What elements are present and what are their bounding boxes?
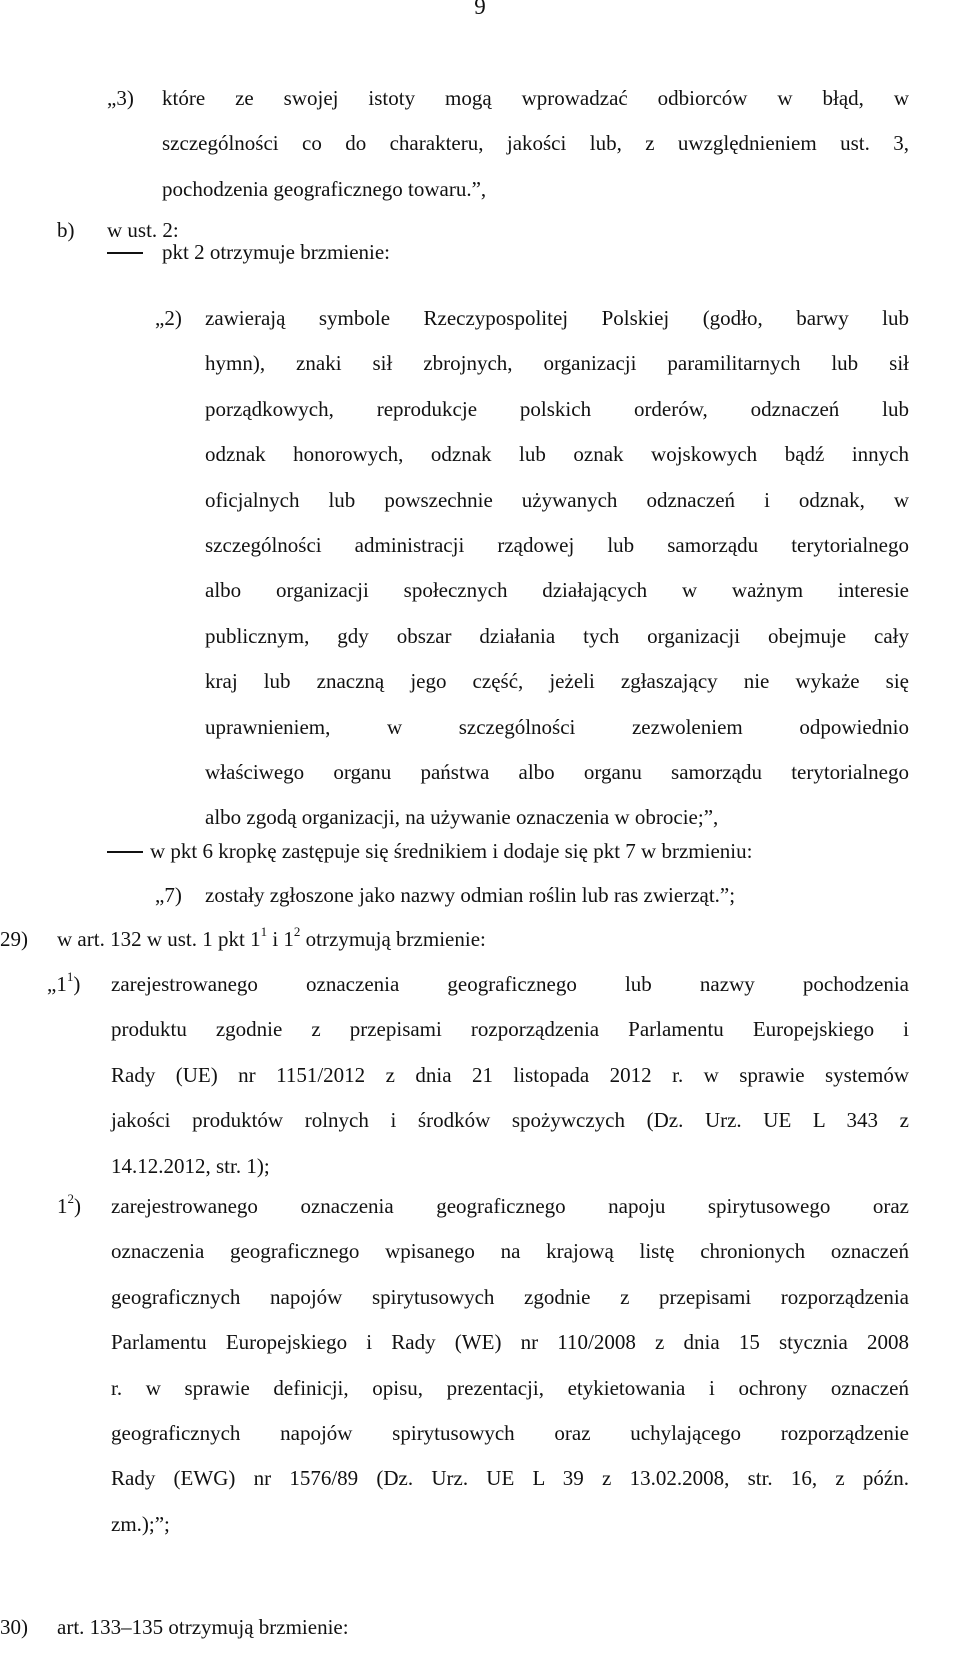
item-1-2-label-a: 1 — [57, 1194, 68, 1218]
item-2-line: szczególności administracji rządowej lub samorządu terytorialnego — [205, 533, 909, 558]
item-2-line: kraj lub znaczną jego część, jeżeli zgłaszający nie wykaże się — [205, 669, 909, 694]
item-1-2-line: oznaczenia geograficznego wpisanego na krajową listę chronionych oznaczeń — [111, 1239, 909, 1264]
item-2-line: albo zgodą organizacji, na używanie oznaczenia w obrocie;”, — [205, 805, 719, 830]
item-2-line: hymn), znaki sił zbrojnych, organizacji paramilitarnych lub sił — [205, 351, 909, 376]
indent-1-text: pkt 2 otrzymuje brzmienie: — [162, 240, 391, 264]
item-2-line: odznak honorowych, odznak lub oznak wojskowych bądź innych — [205, 442, 909, 467]
item-1-1-label-sup: 1 — [66, 969, 74, 984]
indent-dash-2 — [107, 851, 143, 853]
item-1-2-line: geograficznych napojów spirytusowych oraz uchylającego rozporządzenie — [111, 1421, 909, 1446]
item-30-label: 30) — [0, 1615, 28, 1639]
item-1-1-line: Rady (UE) nr 1151/2012 z dnia 21 listopada 2012 r. w sprawie systemów — [111, 1062, 909, 1087]
item-29-sup-2: 2 — [293, 924, 301, 939]
item-2-line: albo organizacji społecznych działających w ważnym interesie — [205, 578, 909, 603]
item-1-1-label — [47, 962, 80, 1006]
item-1-2-label-sup: 2 — [67, 1191, 74, 1206]
item-1-1-line: produktu zgodnie z przepisami rozporządzenia Parlamentu Europejskiego i — [111, 1017, 909, 1042]
item-2-line: uprawnieniem, w szczególności zezwoleniem odpowiednio — [205, 714, 909, 739]
indent-dash-1 — [107, 252, 143, 254]
item-1-1-line: jakości produktów rolnych i środków spożywczych (Dz. Urz. UE L 343 z — [111, 1108, 909, 1133]
item-2-line: porządkowych, reprodukcje polskich orderów, odznaczeń lub — [205, 396, 909, 421]
item-29-text-b: i 1 — [267, 927, 294, 951]
item-1-2-text — [111, 1184, 909, 1547]
page-number: 9 — [474, 0, 486, 19]
item-3-label: „3) — [107, 86, 134, 110]
item-7-label: „7) — [155, 883, 182, 907]
item-2-label: „2) — [155, 306, 182, 330]
item-2-line: oficjalnych lub powszechnie używanych odznaczeń i odznak, w — [205, 487, 909, 512]
item-29-sup-1: 1 — [260, 924, 268, 939]
item-b-label: b) — [57, 218, 75, 242]
item-1-2-line: zarejestrowanego oznaczenia geograficznego napoju spirytusowego oraz — [111, 1194, 909, 1218]
item-2-text — [205, 296, 909, 841]
item-2-line: publicznym, gdy obszar działania tych organizacji obejmuje cały — [205, 623, 909, 648]
item-3-text — [162, 76, 909, 212]
item-2-line: zawierają symbole Rzeczypospolitej Polskiej (godło, barwy lub — [205, 306, 909, 330]
item-3-line-3: pochodzenia geograficznego towaru.”, — [162, 176, 487, 201]
item-1-2-label-b: ) — [74, 1194, 81, 1218]
item-1-2-line: geograficznych napojów spirytusowych zgodnie z przepisami rozporządzenia — [111, 1284, 909, 1309]
item-29-text-c: otrzymują brzmienie: — [300, 927, 486, 951]
item-29-label: 29) — [0, 927, 28, 951]
item-1-2-line: r. w sprawie definicji, opisu, prezentacji, etykietowania i ochrony oznaczeń — [111, 1375, 909, 1400]
item-1-2-line: Parlamentu Europejskiego i Rady (WE) nr 110/2008 z dnia 15 stycznia 2008 — [111, 1330, 909, 1355]
item-7-text: zostały zgłoszone jako nazwy odmian roślin lub ras zwierząt.”; — [205, 883, 736, 907]
item-1-2-line: Rady (EWG) nr 1576/89 (Dz. Urz. UE L 39 z 13.02.2008, str. 16, z późn. — [111, 1466, 909, 1491]
item-2-line: właściwego organu państwa albo organu samorządu terytorialnego — [205, 760, 909, 785]
item-1-1-line: 14.12.2012, str. 1); — [111, 1153, 270, 1178]
item-1-2-label — [57, 1184, 81, 1228]
item-3-line-2: szczególności co do charakteru, jakości lub, z uwzględnieniem ust. 3, — [162, 131, 909, 156]
item-1-1-label-b: ) — [73, 972, 81, 996]
item-1-1-line: zarejestrowanego oznaczenia geograficznego lub nazwy pochodzenia — [111, 972, 909, 996]
item-29-text — [57, 917, 486, 961]
item-b-text: w ust. 2: — [107, 218, 179, 242]
item-3-line-1: które ze swojej istoty mogą wprowadzać odbiorców w błąd, w — [162, 86, 909, 110]
indent-2-text: w pkt 6 kropkę zastępuje się średnikiem i dodaje się pkt 7 w brzmieniu: — [150, 839, 753, 863]
item-30-text: art. 133–135 otrzymują brzmienie: — [57, 1615, 349, 1639]
item-1-1-label-a: „1 — [47, 972, 67, 996]
item-1-2-line: zm.);”; — [111, 1511, 170, 1536]
item-29-text-a: w art. 132 w ust. 1 pkt 1 — [57, 927, 261, 951]
item-1-1-text — [111, 962, 909, 1189]
